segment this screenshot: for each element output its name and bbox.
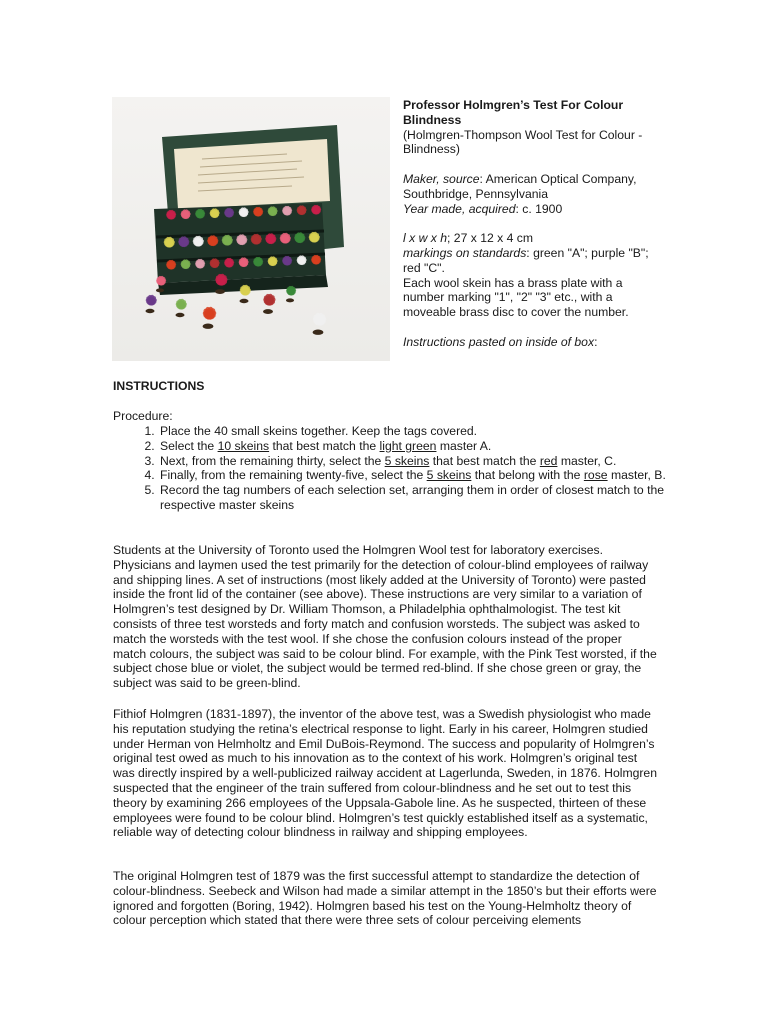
maker-value: : American Optical Company, Southbridge, Pennsylvania [403, 171, 637, 201]
step-2: 2. Select the 10 skeins that best match the light green master A. [158, 439, 718, 454]
paragraph-toronto: Students at the University of Toronto used the Holmgren Wool test for laboratory exercises. Physicians and laymen used the test primarily for the detection of colour-blind employees of railway and shipping lines. A set of instructions (most likely added at the University of Toronto) were pasted inside the front lid of the container (see above). These instructions are very similar to a variation of Holmgren’s test designed by Dr. William Thomson, a Philadelphia ophthalmologist. The test kit consists of three test worsteds and forty match and confusion worsteds. The subject was asked to match the worsteds with the test wool. If she chose the confusion colours instead of the proper match colours, the subject was said to be colour blind. For example, with the Pink Test worsted, if the subject chose blue or violet, the subject would be termed red-blind. If she chose green or gray, the subject was said to be green-blind. [113, 543, 657, 691]
markings-label: markings on standards [403, 245, 527, 260]
markings-line [403, 246, 653, 276]
year-label: Year made, acquired [403, 201, 516, 216]
maker-label: Maker, source [403, 171, 480, 186]
step-3: 3. Next, from the remaining thirty, select the 5 skeins that best match the red master, C. [158, 454, 718, 469]
paragraph-holmgren-bio: Fithiof Holmgren (1831-1897), the inventor of the above test, was a Swedish physiologist who made his reputation studying the retina’s electrical response to light. Early in his career, Holmgren studied under Herman von Helmholtz and Emil DuBois-Reymond. The success and popularity of Holmgren’s original test owed as much to his innovation as to the context of his work. Holmgren’s original test was directly inspired by a well-publicized railway accident at Lagerlunda, Sweden, in 1876. Holmgren suspected that the engineer of the train suffered from colour-blindness and he set out to test this theory by examining 266 employees of the Uppsala-Gabole line. As he suspected, thirteen of these employees were found to be colour blind. Holmgren’s test quickly established itself as a systematic, reliable way of detecting colour blindness in railway and shipping employees. [113, 707, 657, 840]
instructions-heading: INSTRUCTIONS [113, 379, 205, 393]
wool-test-kit-photo [112, 97, 390, 361]
dimensions-line [403, 231, 653, 246]
object-title: Professor Holmgren’s Test For Colour Blindness [403, 98, 624, 127]
step-5: 5. Record the tag numbers of each selection set, arranging them in order of closest match to the respective master skeins [158, 483, 718, 513]
step-1: 1. Place the 40 small skeins together. Keep the tags covered. [158, 424, 718, 439]
procedure-label: Procedure: [113, 409, 173, 423]
instructions-note-label: Instructions pasted on inside of box [403, 334, 595, 349]
dimensions-label: l x w x h [403, 231, 448, 246]
year-value: : c. 1900 [515, 201, 563, 216]
object-subtitle: (Holmgren-Thompson Wool Test for Colour - Blindness) [403, 127, 643, 157]
kit-illustration [112, 97, 390, 361]
procedure-steps [113, 424, 718, 513]
skein-note: Each wool skein has a brass plate with a number marking "1", "2" "3" etc., with a moveable brass disc to cover the number. [403, 275, 629, 320]
year-line [403, 202, 653, 217]
markings-value: : green "A"; purple "B"; red "C". [403, 245, 649, 275]
step-4: 4. Finally, from the remaining twenty-five, select the 5 skeins that belong with the rose master, B. [158, 468, 718, 483]
instructions-note: Instructions pasted on inside of box: [403, 334, 598, 349]
instructions-paper [174, 139, 330, 209]
dimensions-value: ; 27 x 12 x 4 cm [447, 231, 534, 246]
paragraph-history: The original Holmgren test of 1879 was the first successful attempt to standardize the detection of colour-blindness. Seebeck and Wilson had made a similar attempt in the 1850’s but their efforts were ignored and forgotten (Boring, 1942). Holmgren based his test on the Young-Helmholtz theory of colour perception which stated that there were three sets of colour perceiving elements [113, 869, 657, 928]
catalogue-description [403, 98, 653, 350]
maker-line [403, 172, 653, 202]
